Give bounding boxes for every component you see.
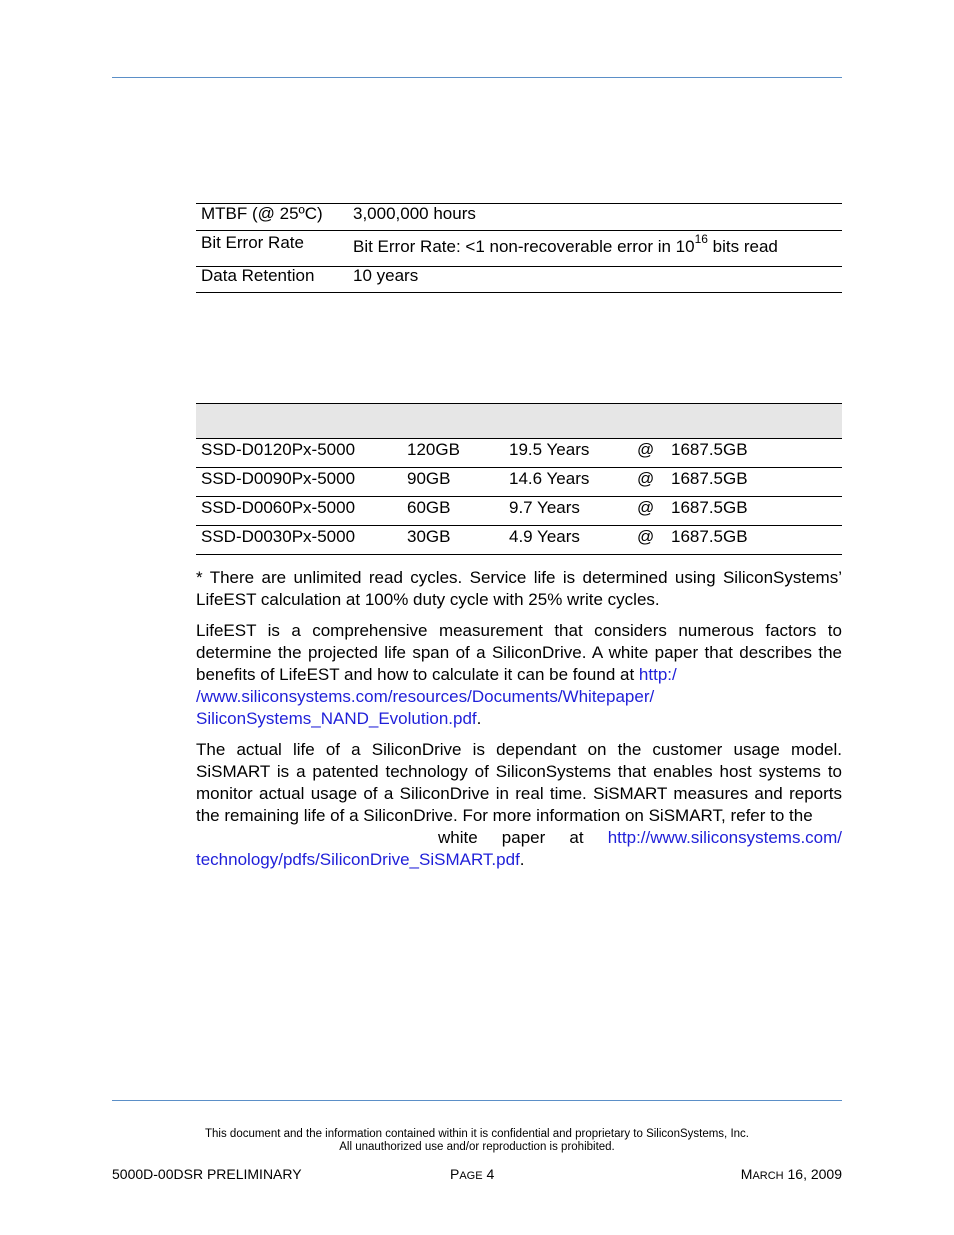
link-part: SiliconSystems_NAND_Evolution.pdf <box>196 709 477 728</box>
table-row <box>196 204 842 231</box>
document-date <box>741 1166 842 1182</box>
date-month-rest: ARCH <box>752 1170 784 1182</box>
document-id: 5000D-00DSR PRELIMINARY <box>112 1166 302 1182</box>
sismart-link-part2[interactable]: technology/pdfs/SiliconDrive_SiSMART.pdf <box>196 850 520 869</box>
ber-value-suffix: bits read <box>707 237 778 256</box>
confidential-note: This document and the information contained within it is confidential and proprietary to SiliconSystems, Inc. <box>205 1128 749 1140</box>
date-month-cap: M <box>740 1166 753 1182</box>
table-header-row <box>196 404 842 439</box>
life-cell: 4.9 Years <box>504 526 632 555</box>
page-label-rest: AGE <box>459 1170 483 1182</box>
model-cell: SSD-D0090Px-5000 <box>196 468 402 497</box>
at-cell: @ <box>632 439 666 468</box>
capacity-cell: 30GB <box>402 526 504 555</box>
table-row <box>196 468 842 497</box>
table-row <box>196 497 842 526</box>
lifeest-text: LifeEST is a comprehensive measurement that considers numerous factors to determine the projected life span of a SiliconDrive. A white paper that describes the benefits of LifeEST and how to calculate it can be found at <box>196 621 842 684</box>
retention-value: 10 years <box>348 267 842 293</box>
at-cell: @ <box>632 468 666 497</box>
capacity-cell: 60GB <box>402 497 504 526</box>
page-number <box>450 1166 494 1182</box>
service-life-table <box>196 403 842 555</box>
mtbf-value: 3,000,000 hours <box>348 204 842 231</box>
footer-rule <box>112 1100 842 1101</box>
ber-exponent: 16 <box>694 232 708 247</box>
retention-label: Data Retention <box>196 267 348 293</box>
table-row <box>196 526 842 555</box>
life-cell: 9.7 Years <box>504 497 632 526</box>
sismart-line <box>196 849 842 871</box>
sismart-link-part1[interactable]: http://www.siliconsystems.com/ <box>607 828 842 847</box>
sismart-end: . <box>519 850 525 869</box>
table-row <box>196 231 842 267</box>
sismart-paragraph <box>196 739 842 871</box>
per-day-cell: 1687.5GB <box>666 439 842 468</box>
ber-value <box>348 231 842 267</box>
table-header-cell <box>196 404 842 439</box>
header-rule <box>112 77 842 78</box>
sismart-line <box>196 827 842 849</box>
mtbf-label: MTBF (@ 25ºC) <box>196 204 348 231</box>
at-cell: @ <box>632 526 666 555</box>
capacity-cell: 120GB <box>402 439 504 468</box>
per-day-cell: 1687.5GB <box>666 497 842 526</box>
per-day-cell: 1687.5GB <box>666 526 842 555</box>
sismart-text2: white paper at <box>438 828 608 847</box>
lifeest-paragraph <box>196 620 842 730</box>
page-num: 4 <box>486 1166 495 1182</box>
per-day-cell: 1687.5GB <box>666 468 842 497</box>
life-cell: 19.5 Years <box>504 439 632 468</box>
model-cell: SSD-D0060Px-5000 <box>196 497 402 526</box>
link-part: /www.siliconsystems.com/resources/Documents/Whitepaper/ <box>196 687 655 706</box>
ber-value-prefix: Bit Error Rate: <1 non-recoverable error in 10 <box>353 237 695 256</box>
reproduction-note: All unauthorized use and/or reproduction is prohibited. <box>339 1141 615 1153</box>
capacity-cell: 90GB <box>402 468 504 497</box>
lifeest-end: . <box>476 709 482 728</box>
footnote-paragraph: * There are unlimited read cycles. Service life is determined using SiliconSystems’ LifeEST calculation at 100% duty cycle with 25% write cycles. <box>196 568 842 609</box>
table-row <box>196 439 842 468</box>
ber-label: Bit Error Rate <box>196 231 348 267</box>
sismart-text: The actual life of a SiliconDrive is dependant on the customer usage model. SiSMART is a patented technology of SiliconSystems that enables host systems to monitor actual usage of a SiliconDrive in real time. SiSMART measures and reports the remaining life of a SiliconDrive. For more information on SiSMART, refer to the <box>196 740 842 825</box>
model-cell: SSD-D0030Px-5000 <box>196 526 402 555</box>
at-cell: @ <box>632 497 666 526</box>
link-part: http:/ <box>638 665 677 684</box>
page-label-cap: P <box>450 1166 460 1182</box>
date-tail: 16, 2009 <box>787 1166 842 1182</box>
table-row <box>196 267 842 293</box>
model-cell: SSD-D0120Px-5000 <box>196 439 402 468</box>
life-cell: 14.6 Years <box>504 468 632 497</box>
reliability-table <box>196 203 842 293</box>
